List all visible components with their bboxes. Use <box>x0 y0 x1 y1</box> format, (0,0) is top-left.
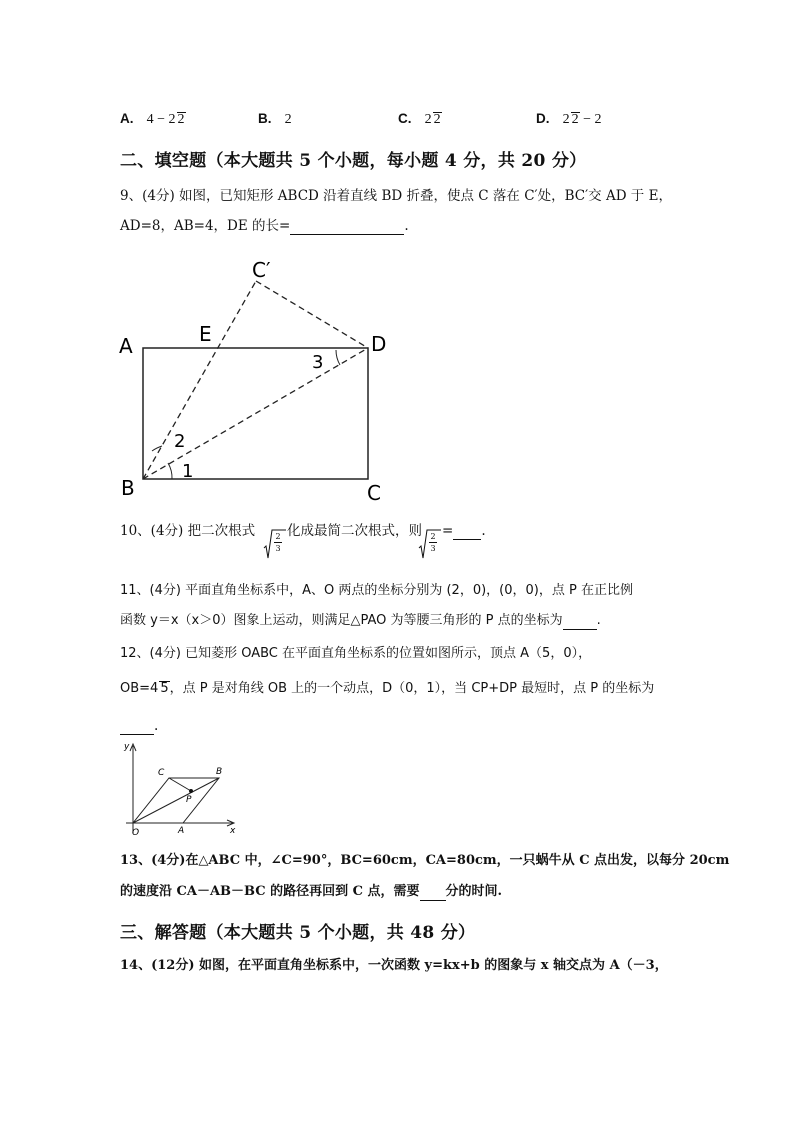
option-value: 2 <box>284 112 292 127</box>
q12-line-2-post: ，点 P 是对角线 OB 上的一个动点，D（0，1），当 CP+DP 最短时，点 P 的坐标为 <box>169 681 655 696</box>
angle-3-arc <box>336 350 340 365</box>
frac-denominator: 3 <box>275 544 281 553</box>
q13-answer-blank <box>420 886 446 901</box>
label-a: A <box>178 826 185 836</box>
diagonal-ob <box>133 778 219 823</box>
option-label: A. <box>120 111 134 126</box>
q10-suffix: = <box>442 523 454 539</box>
section-3-title: 三、解答题（本大题共 5 个小题，共 48 分） <box>120 923 476 943</box>
q11-line-1: 11、(4分) 平面直角坐标系中，A、O 两点的坐标分别为 (2，0)，(0，0)，点 P 在正比例 <box>120 583 633 598</box>
option-value-post: − 2 <box>579 112 602 127</box>
q12-line-2 <box>120 680 654 698</box>
q10-end: . <box>481 523 486 539</box>
q11-end: . <box>596 613 601 628</box>
frac-numerator: 2 <box>430 532 436 541</box>
q10-middle: 化成最简二次根式，则 <box>287 523 422 539</box>
option-value: 4 − 2 <box>146 112 176 127</box>
q9-line-2 <box>120 217 409 235</box>
option-value: 2 <box>424 112 432 127</box>
q11-line-2 <box>120 612 601 630</box>
segment-cp <box>169 778 191 791</box>
q13-line-2-pre: 的速度沿 CA－AB－BC 的路径再回到 C 点，需要 <box>120 884 420 899</box>
q8-option-a <box>120 108 186 128</box>
q9-answer-blank <box>290 220 404 235</box>
q9-line-1: 9、(4分) 如图，已知矩形 ABCD 沿着直线 BD 折叠，使点 C 落在 C′处，BC′交 AD 于 E， <box>120 188 672 204</box>
label-d: D <box>371 332 387 356</box>
q12-end: . <box>154 718 159 734</box>
q8-option-b <box>258 108 292 128</box>
q11-answer-blank <box>563 615 597 630</box>
q12-line-1: 12、(4分) 已知菱形 OABC 在平面直角坐标系的位置如图所示，顶点 A（5，0）， <box>120 646 592 661</box>
q9-end: . <box>404 218 409 234</box>
q12-answer-blank <box>120 720 154 735</box>
label-b: B <box>216 767 223 777</box>
label-c: C <box>158 768 165 778</box>
angle-3-label: 3 <box>312 352 324 373</box>
q13-line-1: 13、(4分)在△ABC 中，∠C=90°，BC=60cm，CA=80cm，一只蜗牛从 C 点出发，以每分 20cm <box>120 853 730 868</box>
label-o: O <box>132 828 140 838</box>
option-label: B. <box>258 111 272 126</box>
label-c: C <box>367 481 381 505</box>
label-c-prime: C′ <box>252 258 271 282</box>
option-root: 2 <box>433 112 441 127</box>
point-p <box>189 789 193 793</box>
q12-figure <box>112 738 242 838</box>
line-c-prime-d <box>256 281 368 348</box>
section-2-title: 二、填空题（本大题共 5 个小题，每小题 4 分，共 20 分） <box>120 151 587 171</box>
q8-option-c <box>398 108 442 128</box>
frac-denominator: 3 <box>430 544 436 553</box>
line-bc-prime <box>143 281 256 479</box>
q13-line-2 <box>120 883 502 901</box>
diagonal-bd <box>143 348 368 479</box>
label-b: B <box>121 476 135 500</box>
label-p: P <box>186 795 192 805</box>
angle-1-label: 1 <box>182 461 194 482</box>
q12-line-2-pre: OB=4 <box>120 681 159 696</box>
angle-2-label: 2 <box>174 431 186 452</box>
label-x: x <box>230 826 236 836</box>
q11-line-2-text: 函数 y＝x（x＞0）图象上运动，则满足△PAO 为等腰三角形的 P 点的坐标为 <box>120 613 563 628</box>
option-root: 2 <box>177 112 185 127</box>
angle-1-arc <box>168 463 172 479</box>
option-label: C. <box>398 111 412 126</box>
q8-option-d <box>536 108 602 128</box>
option-root: 2 <box>571 112 579 127</box>
q13-line-2-post: 分的时间. <box>445 884 503 899</box>
q14-line-1: 14、(12分) 如图，在平面直角坐标系中，一次函数 y=kx+b 的图象与 x 轴交点为 A（－3， <box>120 958 668 973</box>
label-a: A <box>119 334 133 358</box>
option-value: 2 <box>562 112 570 127</box>
q10-answer <box>442 522 486 540</box>
q10-answer-blank <box>453 525 481 540</box>
option-label: D. <box>536 111 550 126</box>
q12-line-3 <box>120 717 158 735</box>
q9-figure <box>110 245 400 510</box>
label-y: y <box>124 742 130 752</box>
q12-root: 5 <box>160 681 169 696</box>
q10-prefix: 10、(4分) 把二次根式 <box>120 523 256 539</box>
q9-line-2-text: AD=8，AB=4，DE 的长= <box>120 218 291 234</box>
frac-numerator: 2 <box>275 532 281 541</box>
label-e: E <box>199 322 212 346</box>
